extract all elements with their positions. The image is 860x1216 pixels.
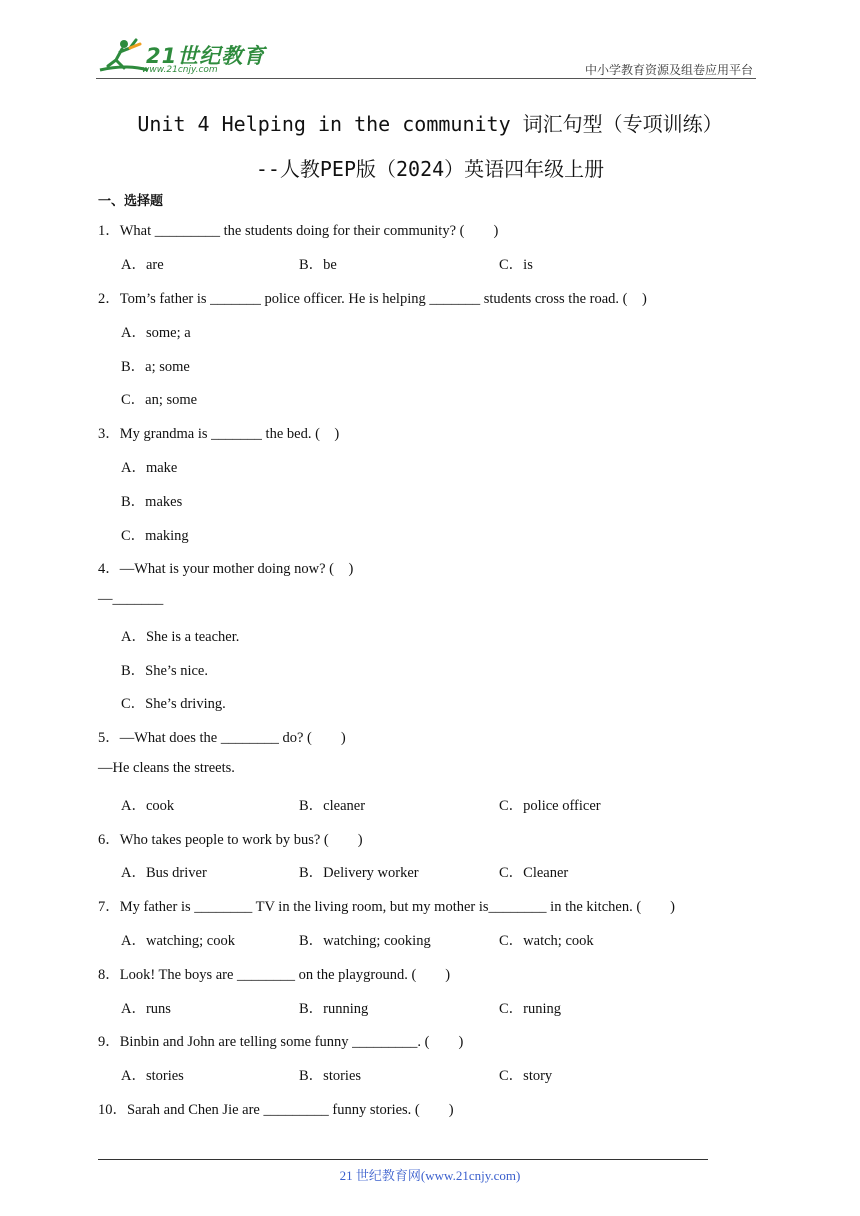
logo-url: www.21cnjy.com: [142, 65, 218, 75]
q4-option-c[interactable]: C．She’s driving.: [121, 696, 226, 712]
header-divider: [96, 78, 756, 79]
q3-option-b[interactable]: B．makes: [121, 494, 183, 510]
q5-option-a[interactable]: A．cook: [121, 798, 175, 814]
q7-option-a[interactable]: A．watching; cook: [121, 933, 235, 949]
q6-option-c[interactable]: C．Cleaner: [499, 865, 569, 881]
q1-option-c[interactable]: C．is: [499, 257, 533, 273]
q8-option-b[interactable]: B．running: [299, 1001, 369, 1017]
question-5: 5．—What does the ________ do? ( ): [98, 730, 346, 746]
q4-response-blank: —_______: [98, 591, 164, 607]
q9-option-a[interactable]: A．stories: [121, 1068, 184, 1084]
page-title: Unit 4 Helping in the community 词汇句型（专项训练）: [137, 112, 723, 136]
question-10: 10．Sarah and Chen Jie are _________ funny stories. ( ): [98, 1102, 454, 1118]
q8-option-a[interactable]: A．runs: [121, 1001, 171, 1017]
q2-option-a[interactable]: A．some; a: [121, 325, 191, 341]
q1-option-b[interactable]: B．be: [299, 257, 337, 273]
page-subtitle: --人教PEP版（2024）英语四年级上册: [255, 157, 605, 181]
question-2: 2．Tom’s father is _______ police officer. He is helping _______ students cross the road. ( ): [98, 291, 647, 307]
q9-option-c[interactable]: C．story: [499, 1068, 553, 1084]
q3-option-c[interactable]: C．making: [121, 528, 189, 544]
question-1: 1．What _________ the students doing for their community? ( ): [98, 223, 499, 239]
q7-option-c[interactable]: C．watch; cook: [499, 933, 594, 949]
header-platform-label: 中小学教育资源及组卷应用平台: [584, 63, 753, 77]
q2-option-b[interactable]: B．a; some: [121, 359, 190, 375]
q9-option-b[interactable]: B．stories: [299, 1068, 362, 1084]
q5-option-c[interactable]: C．police officer: [499, 798, 601, 814]
question-3: 3．My grandma is _______ the bed. ( ): [98, 426, 340, 442]
q6-option-b[interactable]: B．Delivery worker: [299, 865, 419, 881]
q4-option-a[interactable]: A．She is a teacher.: [121, 629, 240, 645]
logo-text: 21世纪教育: [146, 44, 266, 68]
q3-option-a[interactable]: A．make: [121, 460, 178, 476]
q7-option-b[interactable]: B．watching; cooking: [299, 933, 431, 949]
section-heading: 一、选择题: [98, 194, 164, 209]
q1-option-a[interactable]: A．are: [121, 257, 164, 273]
question-8: 8．Look! The boys are ________ on the playground. ( ): [98, 967, 451, 983]
q4-option-b[interactable]: B．She’s nice.: [121, 663, 208, 679]
question-9: 9．Binbin and John are telling some funny _________. ( ): [98, 1034, 464, 1050]
question-6: 6．Who takes people to work by bus? ( ): [98, 832, 363, 848]
footer-source-link[interactable]: 21 世纪教育网(www.21cnjy.com): [339, 1168, 521, 1183]
footer-divider: [98, 1159, 708, 1160]
q8-option-c[interactable]: C．runing: [499, 1001, 562, 1017]
q2-option-c[interactable]: C．an; some: [121, 392, 198, 408]
question-4: 4．—What is your mother doing now? ( ): [98, 561, 354, 577]
question-7: 7．My father is ________ TV in the living room, but my mother is________ in the kitchen. ( ): [98, 899, 675, 915]
q5-response: —He cleans the streets.: [98, 760, 235, 776]
q6-option-a[interactable]: A．Bus driver: [121, 865, 207, 881]
q5-option-b[interactable]: B．cleaner: [299, 798, 366, 814]
